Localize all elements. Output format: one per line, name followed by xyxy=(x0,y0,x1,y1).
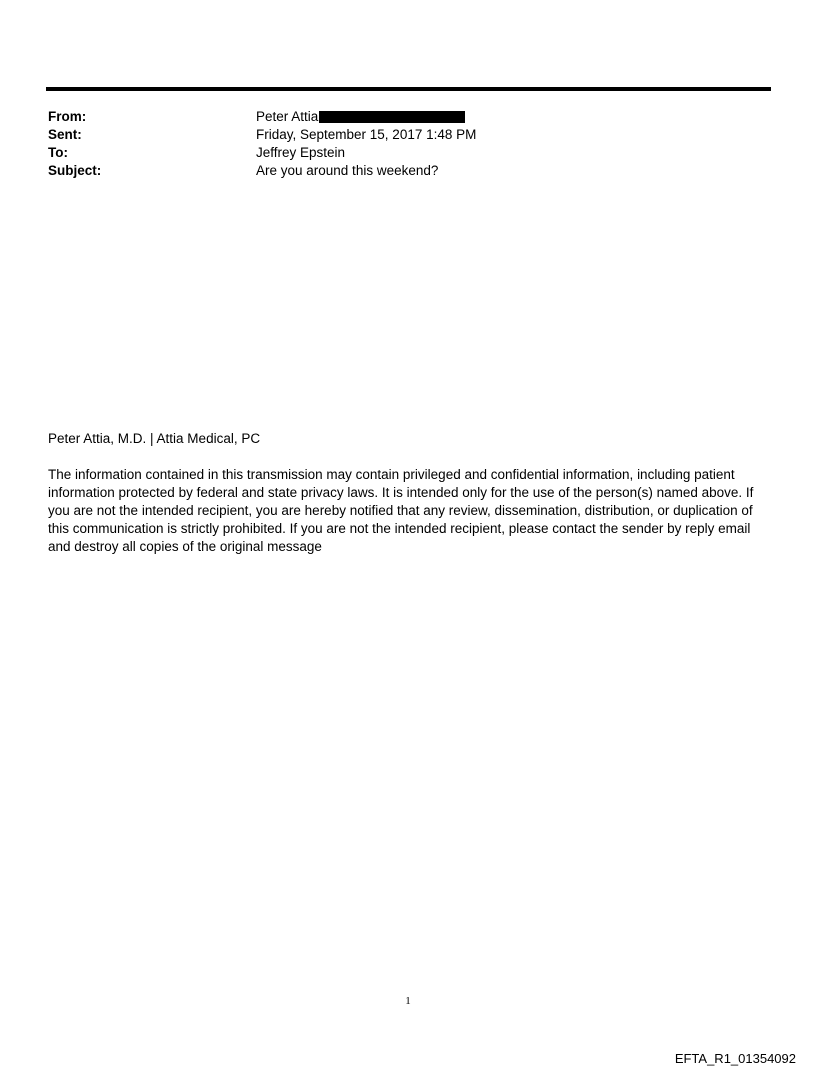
from-row xyxy=(48,108,768,126)
subject-row xyxy=(48,162,768,180)
email-signature: Peter Attia, M.D. | Attia Medical, PC xyxy=(48,431,261,446)
header-divider xyxy=(46,87,771,91)
sent-value: Friday, September 15, 2017 1:48 PM xyxy=(256,127,477,142)
email-header xyxy=(48,108,768,180)
sent-label: Sent: xyxy=(48,127,82,142)
subject-label: Subject: xyxy=(48,163,102,178)
to-label: To: xyxy=(48,145,68,160)
from-value xyxy=(256,108,465,126)
redaction-block xyxy=(319,111,465,123)
page-number: 1 xyxy=(405,995,411,1007)
sent-row xyxy=(48,126,768,144)
document-id: EFTA_R1_01354092 xyxy=(674,1051,796,1066)
sender-name: Peter Attia xyxy=(256,109,319,124)
subject-value: Are you around this weekend? xyxy=(256,163,439,178)
to-value: Jeffrey Epstein xyxy=(256,145,346,160)
to-row xyxy=(48,144,768,162)
from-label: From: xyxy=(48,109,87,124)
confidentiality-disclaimer: The information contained in this transmission may contain privileged and confidential information, including patient information protected by federal and state privacy laws. It is intended only for the use of the person(s) named above. If you are not the intended recipient, you are hereby notified that any review, dissemination, distribution, or duplication of this communication is strictly prohibited. If you are not the intended recipient, please contact the sender by reply email and destroy all copies of the original message xyxy=(48,467,754,554)
